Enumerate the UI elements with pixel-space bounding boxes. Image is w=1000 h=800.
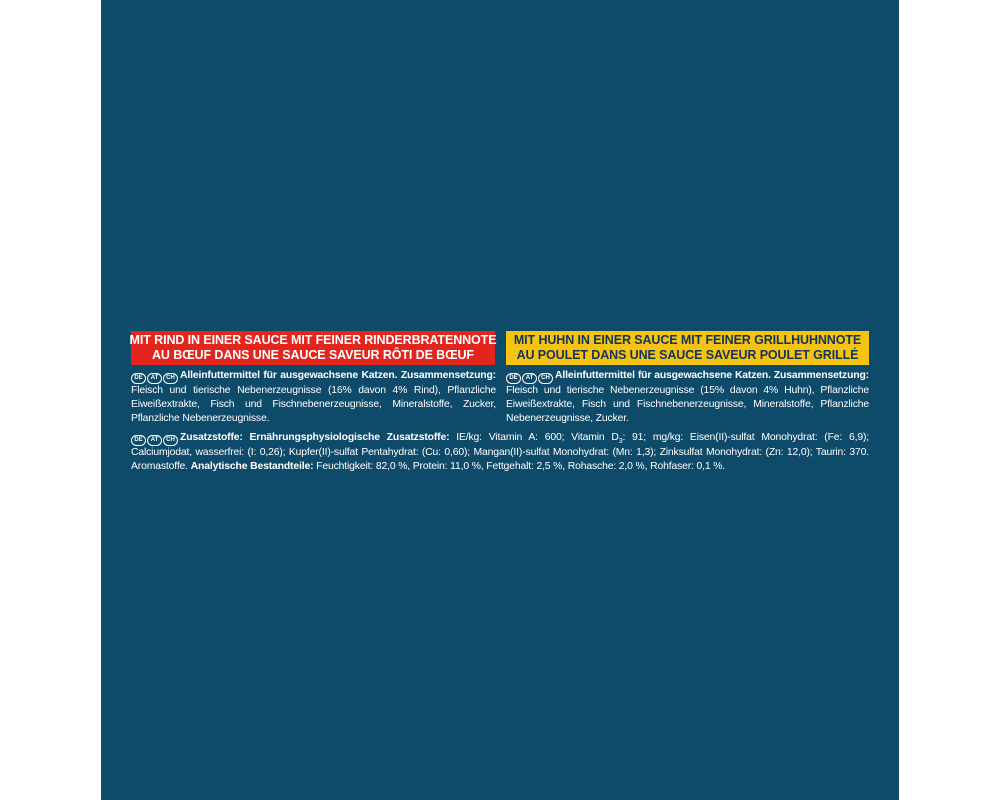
additives-label: Zusatzstoffe: Ernährungsphysiologische Zusatzstoffe: (180, 432, 450, 443)
chicken-composition-heading: Alleinfuttermittel für ausgewachsene Katzen. Zusammensetzung: (555, 370, 869, 381)
flag-de-icon: DE (131, 435, 146, 446)
flag-ch-icon: CH (163, 373, 178, 384)
beef-banner-de: MIT RIND IN EINER SAUCE MIT FEINER RINDERBRATENNOTE (129, 333, 497, 347)
chicken-variant-banner (506, 331, 869, 365)
flag-at-icon: AT (147, 435, 162, 446)
flag-at-icon: AT (147, 373, 162, 384)
beef-composition-heading: Alleinfuttermittel für ausgewachsene Katzen. Zusammensetzung: (180, 370, 496, 381)
analytical-text: Feuchtigkeit: 82,0 %, Protein: 11,0 %, Fettgehalt: 2,5 %, Rohasche: 2,0 %, Rohfaser: 0,1 %. (316, 461, 726, 472)
country-flags (131, 373, 178, 384)
chicken-banner-de: MIT HUHN IN EINER SAUCE MIT FEINER GRILLHUHNNOTE (513, 333, 862, 347)
country-flags (506, 373, 553, 384)
flag-de-icon: DE (131, 373, 146, 384)
flag-at-icon: AT (522, 373, 537, 384)
flag-de-icon: DE (506, 373, 521, 384)
beef-banner-fr: AU BŒUF DANS UNE SAUCE SAVEUR RÔTI DE BŒUF (152, 348, 474, 362)
chicken-composition (506, 369, 869, 426)
beef-composition (131, 369, 496, 426)
beef-composition-body: Fleisch und tierische Nebenerzeugnisse (16% davon 4% Rind), Pflanzliche Eiweißextrakte, Fisch und Fischnebenerzeugnisse, Mineralstoffe, Zucker, Pflanzliche Nebenerzeugnisse. (131, 385, 496, 424)
country-flags (131, 435, 178, 446)
chicken-composition-body: Fleisch und tierische Nebenerzeugnisse (15% davon 4% Huhn), Pflanzliche Eiweißextrakte, Fisch und Fischnebenerzeugnisse, Mineralstoffe, Pflanzliche Nebenerzeugnisse, Zucker. (506, 385, 869, 424)
additives-section (131, 431, 869, 474)
flag-ch-icon: CH (163, 435, 178, 446)
analytical-label: Analytische Bestandteile: (190, 461, 314, 472)
beef-variant-banner (131, 331, 495, 365)
vitamin-d-subscript: 3 (618, 438, 623, 446)
label-panel (101, 0, 899, 800)
flag-ch-icon: CH (538, 373, 553, 384)
additives-text-2: : 91; mg/kg: Eisen(II)-sulfat Monohydrat: (Fe: 6,9); Calciumjodat, wasserfrei: (I: 0,26); Kupfer(II)-sulfat Pentahydrat: (Cu: 0,60); Mangan(II)-sulfat Monohydrat: (Mn: 1,3); Zinksulfat Monohydrat: (Zn: 12,0); Taurin: 370. Aromastoffe. (131, 432, 869, 472)
chicken-banner-fr: AU POULET DANS UNE SAUCE SAVEUR POULET GRILLÉ (516, 348, 859, 362)
additives-text-1: IE/kg: Vitamin A: 600; Vitamin D (456, 432, 619, 443)
